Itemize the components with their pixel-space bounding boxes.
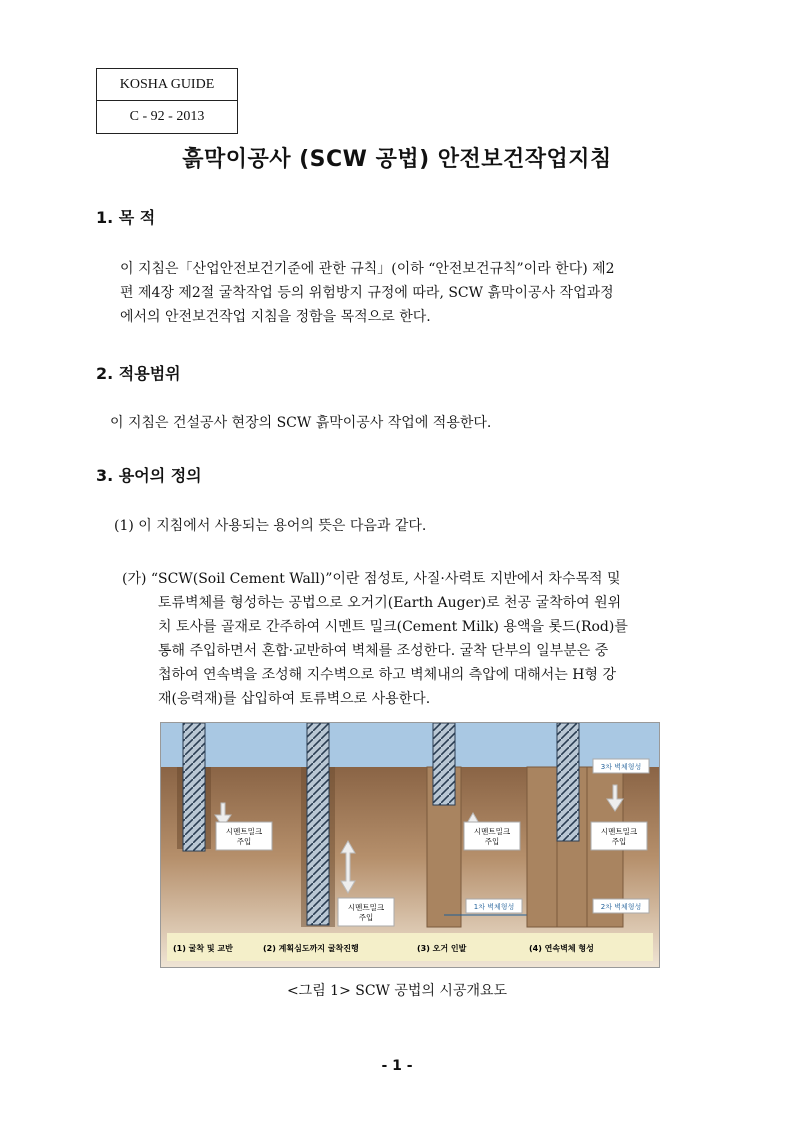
sky — [161, 723, 659, 767]
definition-line: (가) “SCW(Soil Cement Wall)”이란 점성토, 사질·사력토 지반에서 차수목적 및 — [122, 571, 621, 587]
step-4-label: (4) 연속벽체 형성 — [529, 944, 594, 953]
section-1-line: 편 제4장 제2절 굴착작업 등의 위험방지 규정에 따라, SCW 흙막이공사 작업과정 — [120, 285, 614, 301]
definition-line: 첩하여 연속벽을 조성해 지수벽으로 하고 벽체내의 측압에 대해서는 H형 강 — [158, 667, 616, 683]
wall-3-label: 3차 벽체형성 — [600, 763, 642, 771]
cement-label-2: 주입 — [358, 913, 374, 922]
definition-item-1: (1) 이 지침에서 사용되는 용어의 뜻은 다음과 같다. — [114, 518, 427, 534]
auger-rod — [307, 723, 329, 925]
section-1-body — [120, 257, 720, 329]
scw-construction-figure — [160, 722, 660, 968]
definition-line: 재(응력재)를 삽입하여 토류벽으로 사용한다. — [158, 691, 431, 707]
section-1-heading: 1. 목 적 — [96, 208, 156, 227]
section-1-line: 이 지침은「산업안전보건기준에 관한 규칙」(이하 “안전보건규칙”이라 한다) 제2 — [120, 261, 615, 277]
guide-number: C - 92 - 2013 — [97, 100, 237, 132]
page-number: - 1 - — [381, 1058, 413, 1074]
cement-label-1: 시멘트밀크 — [225, 827, 263, 836]
definition-line: 토류벽체를 형성하는 공법으로 오거기(Earth Auger)로 천공 굴착하여 원위 — [158, 595, 622, 611]
cement-label-1: 시멘트밀크 — [473, 827, 511, 836]
cement-label-2: 주입 — [484, 837, 500, 846]
cement-label-1: 시멘트밀크 — [347, 903, 385, 912]
section-2-heading: 2. 적용범위 — [96, 364, 181, 383]
step-3-label: (3) 오거 인발 — [417, 944, 467, 953]
scw-diagram — [161, 723, 659, 967]
cement-label-2: 주입 — [611, 837, 627, 846]
document-title: 흙막이공사 (SCW 공법) 안전보건작업지침 — [182, 147, 612, 172]
step-1-label: (1) 굴착 및 교반 — [173, 944, 233, 953]
section-1-line: 에서의 안전보건작업 지침을 정함을 목적으로 한다. — [120, 309, 431, 325]
section-3-heading: 3. 용어의 정의 — [96, 466, 202, 485]
auger-rod — [183, 723, 205, 851]
cement-label-2: 주입 — [236, 837, 252, 846]
auger-rod — [557, 723, 579, 841]
definition-line: 통해 주입하면서 혼합·교반하여 벽체를 조성한다. 굴착 단부의 일부분은 중 — [158, 643, 609, 659]
cement-label-1: 시멘트밀크 — [600, 827, 638, 836]
wall-1-label: 1차 벽체형성 — [473, 903, 515, 911]
guide-name: KOSHA GUIDE — [119, 77, 215, 92]
auger-rod — [433, 723, 455, 805]
figure-caption: <그림 1> SCW 공법의 시공개요도 — [286, 983, 508, 999]
guide-code-box — [96, 68, 238, 134]
step-2-label: (2) 계획심도까지 굴착진행 — [263, 944, 359, 953]
section-2-body: 이 지침은 건설공사 현장의 SCW 흙막이공사 작업에 적용한다. — [110, 415, 492, 431]
definition-line: 치 토사를 골재로 간주하여 시멘트 밀크(Cement Milk) 용액을 롯드(Rod)를 — [158, 619, 628, 635]
wall-2-label: 2차 벽체형성 — [600, 903, 642, 911]
definition-item-ga — [122, 567, 722, 711]
